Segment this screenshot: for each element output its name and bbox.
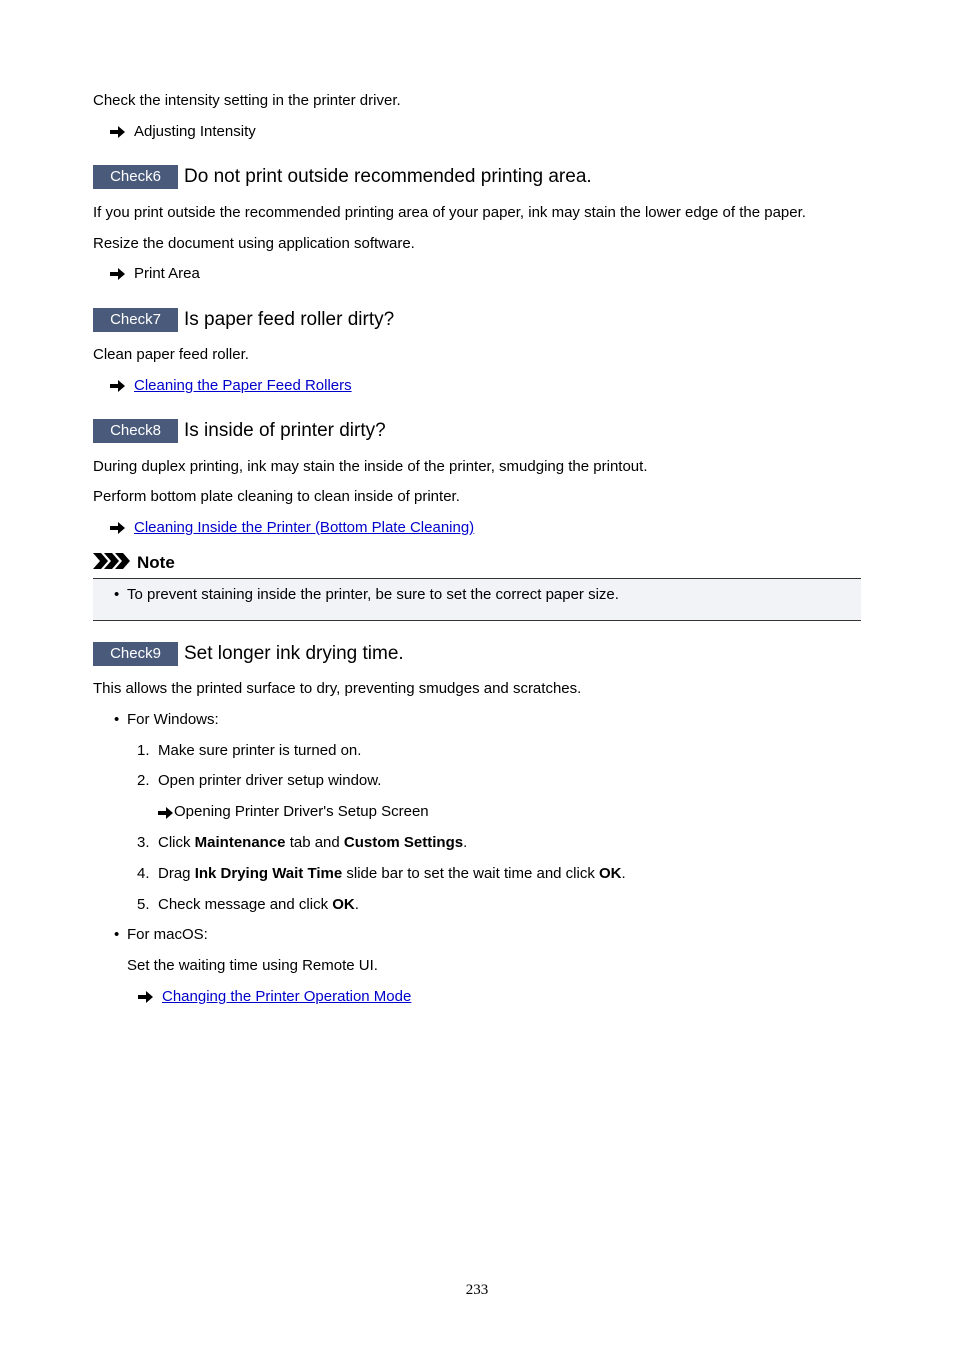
step-2-link-row[interactable] [158,803,429,821]
check8-header [93,419,386,443]
ok-label: OK [332,896,355,913]
arrow-right-icon [158,806,173,818]
note-item-text: • To prevent staining inside the printer, be sure to set the correct paper size. [127,586,619,603]
intro-link-row[interactable] [110,123,256,140]
adjusting-intensity-link[interactable]: Adjusting Intensity [134,123,256,140]
windows-label: • For Windows: [127,711,219,728]
ink-drying-wait-time-label: Ink Drying Wait Time [194,865,343,882]
note-item [127,586,619,604]
note-title: Note [137,553,175,572]
step-2-number: 2. [137,772,150,789]
step-2-text: Open printer driver setup window. [158,772,382,789]
check7-header [93,308,394,332]
check7-heading: Is paper feed roller dirty? [184,309,395,330]
arrow-right-icon [110,126,125,138]
check9-badge: Check9 [93,642,178,666]
cleaning-inside-printer-link[interactable]: Cleaning Inside the Printer (Bottom Plate Cleaning) [134,519,475,536]
check8-heading: Is inside of printer dirty? [184,420,386,441]
arrow-right-icon [138,991,153,1003]
check7-link-row[interactable] [110,377,352,394]
custom-settings-label: Custom Settings [343,834,464,851]
step-5-text-c: . [354,896,359,913]
windows-bullet [127,711,219,729]
check8-paragraph-1: During duplex printing, ink may stain the inside of the printer, smudging the printout. [93,458,648,475]
step-3-text-e: . [463,834,468,851]
step-4-text-c: slide bar to set the wait time and click [342,865,599,882]
step-4-number: 4. [137,865,150,882]
step-5-text-a: Check message and click [158,896,333,913]
macos-label: • For macOS: [127,926,208,943]
check9-heading: Set longer ink drying time. [184,643,404,664]
arrow-right-icon [110,268,125,280]
macos-link-row[interactable] [138,988,411,1005]
check6-paragraph-2: Resize the document using application software. [93,235,415,252]
intro-text: Check the intensity setting in the printer driver. [93,92,401,109]
step-4-text-e: . [621,865,626,882]
step-1-text: Make sure printer is turned on. [158,742,362,759]
check8-link-row[interactable] [110,519,474,536]
check7-badge: Check7 [93,308,178,332]
arrow-right-icon [110,380,125,392]
check6-paragraph-1: If you print outside the recommended printing area of your paper, ink may stain the lower edge of the paper. [93,204,806,221]
step-3-text-a: Click [158,834,195,851]
print-area-link[interactable]: Print Area [134,265,200,282]
check6-heading: Do not print outside recommended printing area. [184,166,592,187]
check6-badge: Check6 [93,165,178,189]
check9-header [93,642,404,666]
step-1 [137,742,362,760]
check9-paragraph-1: This allows the printed surface to dry, preventing smudges and scratches. [93,680,582,697]
step-1-number: 1. [137,742,150,759]
note-chevrons-icon [93,552,131,574]
check6-link-row[interactable] [110,265,200,282]
step-4-text-a: Drag [158,865,195,882]
check8-paragraph-2: Perform bottom plate cleaning to clean inside of printer. [93,488,460,505]
step-4 [137,865,626,883]
note-header [93,552,175,574]
page-number: 233 [465,1282,489,1298]
ok-label: OK [599,865,622,882]
driver-setup-screen-link[interactable]: Opening Printer Driver's Setup Screen [174,803,429,820]
arrow-right-icon [110,522,125,534]
step-3 [137,834,468,852]
step-3-number: 3. [137,834,150,851]
check6-header [93,165,592,189]
maintenance-tab-label: Maintenance [194,834,286,851]
step-5-number: 5. [137,896,150,913]
macos-bullet [127,926,208,944]
step-2 [137,772,382,790]
step-3-text-c: tab and [285,834,344,851]
step-5 [137,896,359,914]
printer-operation-mode-link[interactable]: Changing the Printer Operation Mode [162,988,412,1005]
check7-paragraph-1: Clean paper feed roller. [93,346,249,363]
macos-text: Set the waiting time using Remote UI. [127,957,378,974]
check8-badge: Check8 [93,419,178,443]
cleaning-paper-feed-rollers-link[interactable]: Cleaning the Paper Feed Rollers [134,377,352,394]
